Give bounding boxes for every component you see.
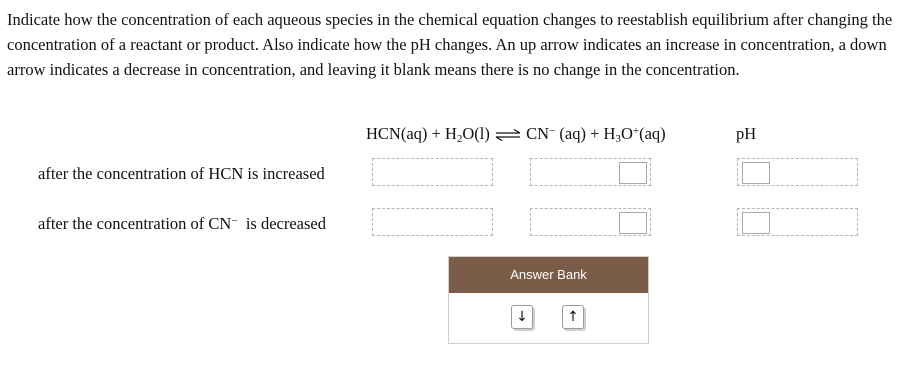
question-prompt: Indicate how the concentration of each aqueous species in the chemical equation changes to reestablish equilibrium after changing the concentration of a reactant or product. Also indicate how the pH changes. An up arrow indicates an increase in concentration, a down arrow indicates a decrease in concentration, and leaving it blank means there is no change in the concentration.	[7, 10, 893, 79]
drop-zone-ph-row2[interactable]	[737, 208, 858, 236]
drop-zone-hcn-row1[interactable]	[372, 158, 493, 186]
product-hydronium: $H_3O^+(aq)$	[603, 124, 666, 145]
up-arrow-tile[interactable]: ↑	[562, 305, 584, 329]
drop-slot-h3o-row2[interactable]	[619, 212, 647, 234]
down-arrow-tile[interactable]: ↓	[511, 305, 533, 329]
answer-bank	[448, 256, 649, 344]
drop-slot-h3o-row1[interactable]	[619, 162, 647, 184]
plus-sign: +	[427, 124, 445, 143]
drop-slot-ph-row2[interactable]	[742, 212, 770, 234]
drop-slot-ph-row1[interactable]	[742, 162, 770, 184]
drop-zone-cn-h3o-row2[interactable]	[530, 208, 651, 236]
plus-sign: +	[585, 124, 604, 143]
answer-bank-title: Answer Bank	[449, 257, 648, 293]
drop-zone-ph-row1[interactable]	[737, 158, 858, 186]
product-cyanide: CN− (aq)	[526, 124, 586, 143]
ph-column-header: pH	[736, 124, 757, 143]
equilibrium-arrow-icon	[495, 129, 521, 141]
row-label-hcn-increased: after the concentration of HCN is increased	[38, 164, 325, 183]
drop-zone-cn-h3o-row1[interactable]	[530, 158, 651, 186]
reactant-water: $H_2O(l)$	[444, 124, 490, 145]
chemical-equation	[366, 124, 666, 145]
drop-zone-hcn-row2[interactable]	[372, 208, 493, 236]
row-label-cn-decreased: after the concentration of CN− is decreased	[38, 214, 326, 233]
reactant-hcn: HCN(aq)	[366, 124, 428, 143]
